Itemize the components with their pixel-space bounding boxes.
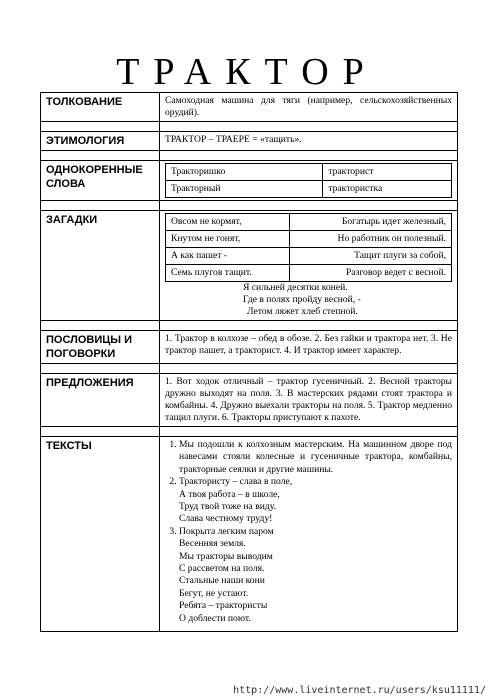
page-title: ТРАКТОР <box>116 51 378 93</box>
row-text: Самоходная машина для тяги (например, сельскохозяйственных орудий). <box>160 93 458 122</box>
riddle-line: А как пашет - <box>166 248 290 265</box>
text-item <box>179 476 452 526</box>
text-item: 1. Мы подошли к колхозным мастерским. На машинном дворе под навесами стояли колесные и гусеничные трактора, комбайны, тракторные сеялки и другие машины. <box>179 439 452 476</box>
poem-line: О доблести поют. <box>179 612 251 624</box>
poem-line: Стальные наши кони <box>179 575 265 587</box>
poem-line: Слава честному труду! <box>179 513 273 525</box>
riddle-line: Тащит плуги за собой, <box>290 248 452 265</box>
poem-line: 2. Трактористу – слава в поле, <box>179 476 293 488</box>
riddle-line: Семь плугов тащит. <box>166 265 290 282</box>
riddle-line: Где в полях пройду весной, - <box>243 294 361 305</box>
riddle-line: Но работник он полезный. <box>290 231 452 248</box>
row-etimologiya <box>41 132 458 151</box>
row-teksty <box>41 437 458 632</box>
row-odnokorennye <box>41 161 458 201</box>
row-poslovitsy <box>41 331 458 364</box>
riddle-line: Богатырь идет железный, <box>290 214 452 231</box>
row-words <box>160 161 458 201</box>
source-url: http://www.liveinternet.ru/users/ksu11111/ <box>233 685 486 696</box>
texts-list <box>165 439 452 625</box>
poem-line: Бегут, не устают. <box>179 587 249 599</box>
info-table <box>40 92 458 632</box>
row-text: 1. Трактор в колхозе – обед в обозе. 2. Без гайки и трактора нет. 3. Не трактор пашет, а тракторист. 4. И трактор имеет характер. <box>160 331 458 364</box>
riddles <box>160 211 458 321</box>
poem-line: Мы тракторы выводим <box>179 550 273 562</box>
row-label: ПРЕДЛОЖЕНИЯ <box>41 374 160 427</box>
row-label: ПОСЛОВИЦЫ И ПОГОВОРКИ <box>41 331 160 364</box>
riddle-line: Разговор ведет с весной. <box>290 265 452 282</box>
riddle-line: Летом ляжет хлеб степной. <box>247 306 358 317</box>
row-label: ЗАГАДКИ <box>41 211 160 321</box>
row-zagadki <box>41 211 458 321</box>
row-text: 1. Вот ходок отличный – трактор гусеничный. 2. Весной тракторы дружно выходят на поля. 3. В мастерских рядами стоят трактора и комбайны. 4. Дружно выехали тракторы на поля. 5. Трактор медленно тащил плуги. 6. Тракторы приступают к пахоте. <box>160 374 458 427</box>
row-label: ЭТИМОЛОГИЯ <box>41 132 160 151</box>
poem-line: 3. Покрыта легким паром <box>179 525 274 537</box>
row-label: ОДНОКОРЕННЫЕ СЛОВА <box>41 161 160 201</box>
row-tolkovanie <box>41 93 458 122</box>
row-text: ТРАКТОР – ТРАЕРЕ = «тащить». <box>160 132 458 151</box>
poem-line: С рассветом на поля. <box>179 563 265 575</box>
row-label: ТЕКСТЫ <box>41 437 160 632</box>
poem-line: А твоя работа – в школе, <box>179 488 280 500</box>
riddle-line: Я сильней десятки коней. <box>243 282 348 293</box>
row-label: ТОЛКОВАНИЕ <box>41 93 160 122</box>
text-item <box>179 526 452 625</box>
row-predlozheniya <box>41 374 458 427</box>
poem-line: Весенняя земля. <box>179 538 246 550</box>
riddle-center <box>165 282 452 318</box>
word: Тракторный <box>166 181 323 198</box>
word: трактористка <box>323 181 452 198</box>
poem-line: Труд твой тоже на виду. <box>179 501 276 513</box>
riddle-line: Кнутом не гонят, <box>166 231 290 248</box>
word: тракторист <box>323 164 452 181</box>
texts <box>160 437 458 632</box>
riddle-line: Овсом не кормят, <box>166 214 290 231</box>
poem-line: Ребята – трактористы <box>179 600 268 612</box>
word: Трактоpишко <box>166 164 323 181</box>
